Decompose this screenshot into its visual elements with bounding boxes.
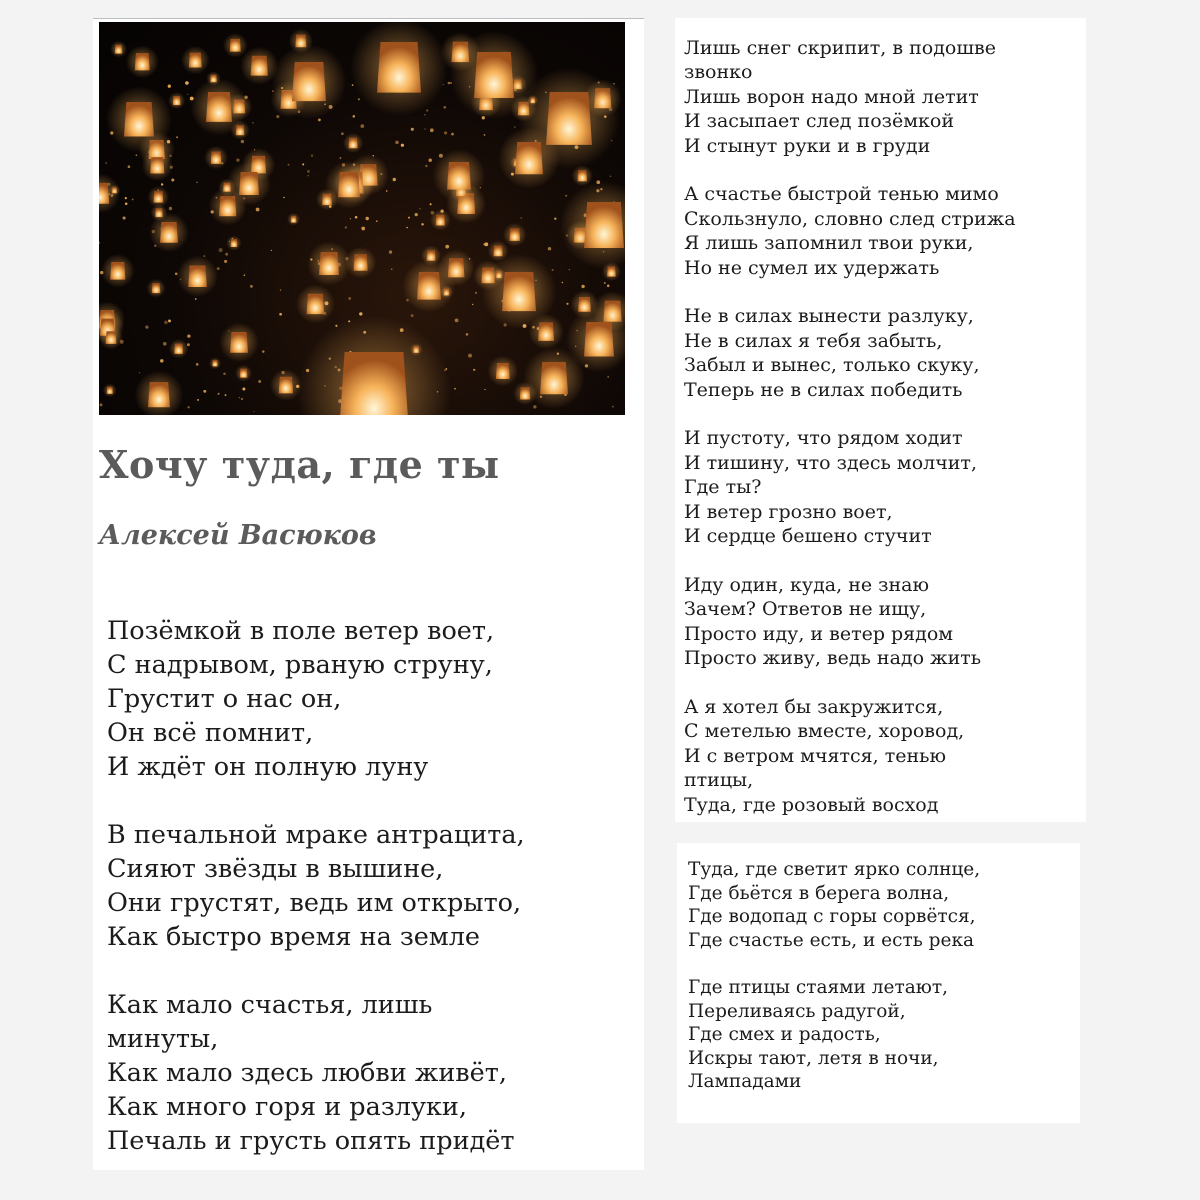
lantern-dot bbox=[187, 406, 189, 408]
lantern-dot bbox=[225, 394, 227, 396]
lantern-dot bbox=[376, 220, 378, 222]
stanza bbox=[107, 988, 525, 1158]
lantern-dot bbox=[256, 208, 260, 212]
lantern-dot bbox=[365, 217, 368, 220]
lantern-dot bbox=[99, 242, 100, 244]
lantern-dot bbox=[391, 268, 393, 270]
poem-line: Где бьётся в берега волна, bbox=[688, 882, 950, 904]
poem-line: И сердце бешено стучит bbox=[684, 525, 932, 548]
lantern-dot bbox=[218, 393, 220, 395]
lantern-dot bbox=[308, 175, 309, 176]
lantern-dot bbox=[419, 208, 420, 209]
lantern-dot bbox=[339, 157, 341, 159]
poem-line: минуты, bbox=[107, 1024, 219, 1054]
poem-line: Забыл и вынес, только скуку, bbox=[684, 354, 980, 377]
poem-line: Где смех и радость, bbox=[688, 1024, 881, 1046]
lantern-dot bbox=[361, 227, 365, 231]
lantern-dot bbox=[187, 334, 190, 337]
lantern-dot bbox=[430, 128, 434, 132]
lantern-dot bbox=[283, 197, 284, 198]
lantern-dot bbox=[415, 213, 418, 216]
lantern-dot bbox=[163, 342, 167, 346]
lantern-dot bbox=[566, 303, 568, 305]
lantern-dot bbox=[448, 82, 451, 85]
lantern-dot bbox=[242, 388, 245, 391]
lantern-dot bbox=[252, 122, 254, 124]
lantern bbox=[307, 242, 351, 286]
lantern-dot bbox=[472, 304, 473, 305]
poem-line: И с ветром мчятся, тенью bbox=[684, 744, 947, 767]
lantern-dot bbox=[236, 158, 239, 161]
poem-line: Печаль и грусть опять придёт bbox=[107, 1126, 515, 1156]
poem-line: Скользнуло, словно след стрижа bbox=[684, 207, 1016, 230]
poem-text-right-bottom bbox=[688, 858, 980, 1094]
lantern bbox=[142, 150, 173, 181]
stanza bbox=[684, 182, 1016, 280]
poem-line: Лишь снег скрипит, в подошве bbox=[684, 37, 996, 59]
lantern-dot bbox=[136, 154, 138, 156]
lantern-dot bbox=[475, 292, 477, 294]
lantern-dot bbox=[185, 81, 189, 85]
lantern bbox=[287, 213, 300, 226]
lantern bbox=[126, 45, 159, 78]
lantern-dot bbox=[168, 85, 171, 88]
lantern-dot bbox=[454, 388, 456, 390]
lantern-dot bbox=[258, 380, 261, 383]
lantern-dot bbox=[125, 203, 128, 206]
lantern-dot bbox=[217, 267, 220, 270]
lantern-dot bbox=[389, 250, 392, 253]
poem-line: Не в силах вынести разлуку, bbox=[684, 305, 974, 328]
lantern-dot bbox=[128, 165, 131, 168]
poem-line: Где ты? bbox=[684, 476, 762, 499]
lantern-dot bbox=[358, 98, 360, 100]
right-column-bottom bbox=[677, 843, 1080, 1123]
lantern-dot bbox=[552, 269, 554, 271]
lantern-dot bbox=[187, 94, 188, 95]
lantern-dot bbox=[548, 247, 551, 250]
lantern-dot bbox=[612, 406, 614, 408]
lantern bbox=[103, 383, 117, 397]
lantern bbox=[487, 356, 518, 387]
lantern-dot bbox=[607, 376, 609, 378]
poem-text-right-top bbox=[684, 36, 1016, 817]
lantern-dot bbox=[239, 397, 240, 398]
lantern-dot bbox=[401, 144, 404, 147]
poem-title: Хочу туда, где ты bbox=[99, 442, 500, 487]
poem-line: Туда, где светит ярко солнце, bbox=[688, 859, 981, 880]
lantern-dot bbox=[203, 390, 206, 393]
lantern-dot bbox=[514, 126, 516, 128]
right-column-top bbox=[675, 18, 1086, 822]
poem-line: Иду один, куда, не знаю bbox=[684, 573, 930, 596]
lantern bbox=[325, 160, 373, 208]
lantern-dot bbox=[484, 389, 485, 390]
lantern-dot bbox=[139, 372, 140, 373]
lantern bbox=[106, 86, 172, 152]
lantern-dot bbox=[451, 133, 454, 136]
poem-line: Как быстро время на земле bbox=[107, 922, 481, 952]
lantern bbox=[169, 339, 189, 359]
poem-line: Просто иду, и ветер рядом bbox=[684, 622, 954, 645]
lantern-dot bbox=[262, 350, 264, 352]
lantern bbox=[181, 46, 210, 75]
lantern-dot bbox=[307, 170, 310, 173]
lantern bbox=[433, 149, 486, 202]
lantern-dot bbox=[520, 217, 521, 218]
lantern-dot bbox=[100, 403, 103, 406]
lantern bbox=[101, 254, 135, 288]
lantern bbox=[209, 357, 221, 369]
stanza bbox=[684, 573, 1016, 671]
lantern-dot bbox=[168, 319, 171, 322]
lantern-dot bbox=[411, 314, 414, 317]
lantern bbox=[219, 323, 259, 363]
stanza bbox=[684, 426, 1016, 548]
lantern-dot bbox=[352, 84, 354, 86]
lantern bbox=[343, 133, 363, 153]
lantern bbox=[272, 44, 347, 119]
lantern-dot bbox=[161, 183, 163, 185]
lantern bbox=[523, 347, 585, 409]
lantern bbox=[135, 370, 183, 415]
lantern-dot bbox=[466, 333, 469, 336]
lantern-dot bbox=[169, 207, 172, 210]
lantern-dot bbox=[359, 312, 362, 315]
lantern-dot bbox=[253, 411, 254, 412]
lantern-dot bbox=[355, 216, 358, 219]
lantern bbox=[503, 223, 527, 247]
lantern-dot bbox=[444, 106, 447, 109]
poem-line: птицы, bbox=[684, 769, 754, 792]
stanza bbox=[688, 858, 980, 952]
poem-line: Как мало здесь любви живёт, bbox=[107, 1058, 507, 1088]
lantern bbox=[560, 181, 625, 269]
lantern-dot bbox=[241, 140, 245, 144]
lantern-dot bbox=[562, 282, 564, 284]
lantern-dot bbox=[276, 115, 279, 118]
lantern-dot bbox=[197, 399, 199, 401]
poem-line: Лишь ворон надо мной летит bbox=[684, 85, 979, 108]
lantern-dot bbox=[250, 285, 253, 288]
lantern-dot bbox=[429, 159, 432, 162]
poem-line: Не в силах я тебя забыть, bbox=[684, 329, 943, 352]
lantern-dot bbox=[160, 359, 163, 362]
lantern bbox=[482, 254, 557, 329]
left-column bbox=[93, 18, 644, 1170]
lantern bbox=[227, 162, 271, 206]
lantern bbox=[147, 279, 166, 298]
stanza bbox=[684, 304, 1016, 402]
lantern-dot bbox=[484, 134, 486, 136]
stanza bbox=[688, 976, 980, 1094]
lantern bbox=[177, 256, 218, 297]
stanza bbox=[684, 36, 1016, 158]
lantern-dot bbox=[424, 114, 425, 115]
lantern-dot bbox=[444, 131, 447, 134]
poem-line: Зачем? Ответов не ищу, bbox=[684, 598, 927, 621]
poem-line: Искры тают, летя в ночи, bbox=[688, 1047, 939, 1069]
lantern-dot bbox=[425, 165, 427, 167]
lantern-dot bbox=[393, 178, 396, 181]
poem-line: Где птицы стаями летают, bbox=[688, 976, 948, 998]
lantern-dot bbox=[533, 405, 536, 408]
lantern-dot bbox=[176, 136, 178, 138]
lantern-dot bbox=[484, 242, 488, 246]
stanza bbox=[684, 695, 1016, 817]
poem-line: И пустоту, что рядом ходит bbox=[684, 427, 963, 450]
lantern-dot bbox=[288, 164, 290, 166]
lantern-dot bbox=[345, 226, 347, 228]
poem-line: Где водопад с горы сорвётся, bbox=[688, 906, 976, 928]
lantern bbox=[403, 259, 456, 312]
poem-line: А счастье быстрой тенью мимо bbox=[684, 183, 999, 206]
poem-line: Теперь не в силах победить bbox=[684, 378, 963, 401]
poem-line: И ветер грозно воет, bbox=[684, 500, 893, 523]
lantern bbox=[190, 78, 247, 135]
lantern-dot bbox=[565, 195, 567, 197]
lantern bbox=[168, 92, 185, 109]
lantern-dot bbox=[224, 260, 227, 263]
lantern-dot bbox=[610, 175, 612, 177]
lantern bbox=[235, 365, 252, 382]
lantern-dot bbox=[219, 248, 223, 252]
poem-line: И засыпает след позёмкой bbox=[684, 110, 955, 133]
poem-line: И ждёт он полную луну bbox=[107, 752, 429, 782]
poem-line: Туда, где розовый восход bbox=[684, 793, 939, 816]
lantern-dot bbox=[196, 363, 199, 366]
lantern bbox=[223, 33, 247, 57]
lantern-dot bbox=[581, 285, 584, 288]
poem-line: С метелью вместе, хоровод, bbox=[684, 720, 965, 743]
lantern-dot bbox=[279, 313, 282, 316]
lantern-dot bbox=[125, 197, 127, 199]
lantern-dot bbox=[318, 118, 321, 121]
poem-line: Как мало счастья, лишь bbox=[107, 990, 433, 1020]
poem-line: С надрывом, рваную струну, bbox=[107, 650, 493, 680]
divider-line bbox=[93, 18, 644, 19]
stanza bbox=[107, 818, 525, 954]
poem-line: В печальной мраке антрацита, bbox=[107, 820, 525, 850]
poem-author: Алексей Васюков bbox=[99, 520, 377, 551]
lantern-dot bbox=[132, 198, 134, 200]
lantern-dot bbox=[445, 245, 449, 249]
lantern-dot bbox=[386, 190, 388, 192]
lantern-dot bbox=[468, 354, 472, 358]
lantern-dot bbox=[123, 216, 126, 219]
lantern-dot bbox=[426, 109, 428, 111]
lantern-dot bbox=[348, 297, 351, 300]
lantern-dot bbox=[421, 223, 423, 225]
lantern-dot bbox=[353, 115, 356, 118]
poem-line: Они грустят, ведь им открыто, bbox=[107, 888, 522, 918]
lantern bbox=[270, 369, 302, 401]
lantern-dot bbox=[145, 325, 148, 328]
poem-line: И стынут руки и в груди bbox=[684, 134, 931, 157]
poem-line: Грустит о нас он, bbox=[107, 684, 342, 714]
poem-line: Позёмкой в поле ветер воет, bbox=[107, 616, 495, 646]
lantern-dot bbox=[280, 289, 281, 290]
lantern-dot bbox=[350, 218, 351, 219]
lantern-dot bbox=[341, 132, 344, 135]
lantern bbox=[204, 146, 228, 170]
lantern-dot bbox=[196, 182, 197, 183]
poem-line: Просто живу, ведь надо жить bbox=[684, 647, 982, 670]
lantern-dot bbox=[195, 298, 197, 300]
lantern bbox=[99, 325, 123, 349]
poem-line: Как много горя и разлуки, bbox=[107, 1092, 467, 1122]
lanterns-illustration bbox=[99, 22, 625, 415]
lantern-dot bbox=[171, 179, 174, 182]
lantern-dot bbox=[395, 141, 399, 145]
lantern-dot bbox=[406, 227, 407, 228]
poem-text-left bbox=[107, 614, 525, 1158]
lantern bbox=[297, 315, 451, 415]
lantern-dot bbox=[408, 217, 410, 219]
lantern-dot bbox=[105, 162, 107, 164]
lantern-dot bbox=[411, 128, 414, 131]
lantern-dot bbox=[244, 274, 246, 276]
lantern-dot bbox=[554, 218, 556, 220]
poem-line: Но не сумел их удержать bbox=[684, 256, 940, 279]
lantern-dot bbox=[424, 128, 425, 129]
poem-line: Переливаясь радугой, bbox=[688, 1000, 906, 1022]
lantern-dot bbox=[360, 124, 364, 128]
lantern-dot bbox=[271, 250, 272, 251]
lantern-dot bbox=[569, 269, 570, 270]
lantern-dot bbox=[455, 319, 459, 323]
lantern bbox=[498, 127, 560, 189]
poem-line: Сияют звёзды в вышине, bbox=[107, 854, 444, 884]
poem-line: А я хотел бы закружится, bbox=[684, 695, 944, 718]
lantern bbox=[430, 210, 451, 231]
lantern-dot bbox=[430, 203, 432, 205]
lantern-dot bbox=[164, 321, 168, 325]
sky-lanterns-photo bbox=[99, 22, 625, 415]
lantern bbox=[296, 284, 335, 323]
lantern bbox=[226, 235, 241, 250]
poem-line: Он всё помнит, bbox=[107, 718, 314, 748]
stanza bbox=[107, 614, 525, 784]
lantern bbox=[110, 41, 127, 58]
lantern-dot bbox=[607, 285, 610, 288]
lantern-dot bbox=[604, 282, 606, 284]
poem-line: И тишину, что здесь молчит, bbox=[684, 451, 977, 474]
poem-line: Лампадами bbox=[688, 1071, 802, 1093]
lantern-dot bbox=[241, 398, 243, 400]
lantern bbox=[99, 173, 120, 213]
lantern bbox=[351, 22, 448, 116]
poem-line: звонко bbox=[684, 61, 753, 84]
lantern-dot bbox=[223, 373, 226, 376]
lantern-dot bbox=[302, 163, 304, 165]
lantern-dot bbox=[473, 369, 475, 371]
lantern bbox=[149, 213, 189, 253]
lantern-dot bbox=[225, 253, 228, 256]
poem-line: Где счастье есть, и есть река bbox=[688, 929, 975, 951]
lantern-dot bbox=[311, 155, 313, 157]
poem-line: Я лишь запомнил твои руки, bbox=[684, 232, 974, 255]
